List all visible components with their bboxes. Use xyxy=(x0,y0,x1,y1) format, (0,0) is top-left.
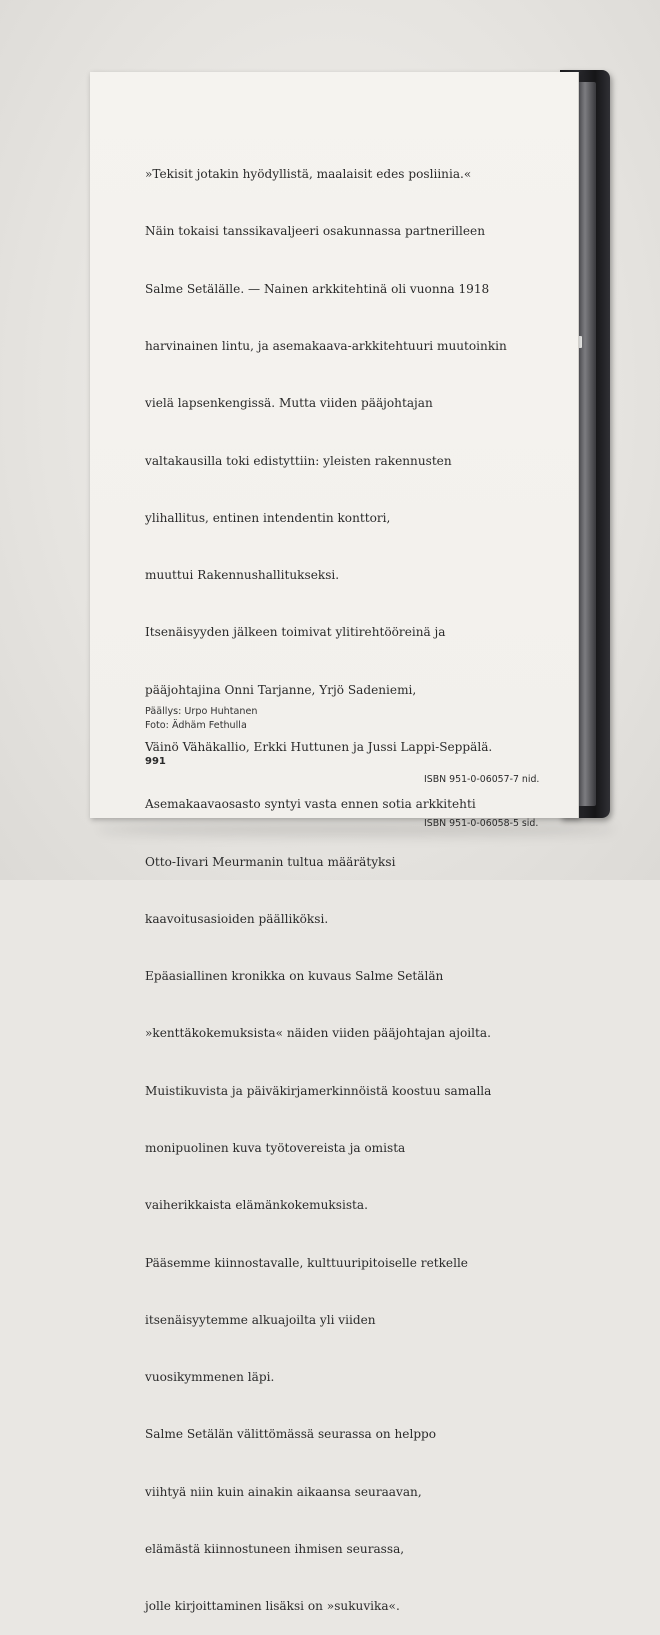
blurb-line: Otto-Iivari Meurmanin tultua määrätyksi xyxy=(145,854,396,869)
blurb-line: muuttui Rakennushallitukseksi. xyxy=(145,568,340,583)
blurb-line: vuosikymmenen läpi. xyxy=(145,1370,275,1385)
blurb-line: monipuolinen kuva työtovereista ja omista xyxy=(145,1140,406,1155)
blurb-line: vaiherikkaista elämänkokemuksista. xyxy=(145,1198,368,1213)
blurb-line: »kenttäkokemuksista« näiden viiden pääjohtajan ajoilta. xyxy=(145,1026,491,1041)
credits xyxy=(145,705,257,733)
isbn-hardcover: ISBN 951-0-06058-5 sid. xyxy=(424,817,539,829)
blurb-line: »Tekisit jotakin hyödyllistä, maalaisit edes posliinia.« xyxy=(145,167,472,182)
blurb-line: vielä lapsenkengissä. Mutta viiden pääjohtajan xyxy=(145,396,433,411)
blurb-line: viihtyä niin kuin ainakin aikaansa seuraavan, xyxy=(145,1484,422,1499)
blurb-line: elämästä kiinnostuneen ihmisen seurassa, xyxy=(145,1541,405,1556)
blurb-line: Väinö Vähäkallio, Erkki Huttunen ja Jussi Lappi-Seppälä. xyxy=(145,740,493,754)
blurb-line: valtakausilla toki edistyttiin: yleisten rakennusten xyxy=(145,453,452,468)
blurb-line: harvinainen lintu, ja asemakaava-arkkitehtuuri muutoinkin xyxy=(145,339,507,354)
isbn-paperback: ISBN 951-0-06057-7 nid. xyxy=(424,774,540,785)
publication-number: 991 xyxy=(145,756,166,767)
blurb-line: Salme Setälälle. — Nainen arkkitehtinä oli vuonna 1918 xyxy=(145,281,490,296)
blurb-line: Epäasiallinen kronikka on kuvaus Salme Setälän xyxy=(145,969,444,984)
blurb-line: itsenäisyytemme alkuajoilta yli viiden xyxy=(145,1312,376,1327)
blurb-line: Pääsemme kiinnostavalle, kulttuuripitoiselle retkelle xyxy=(145,1255,468,1270)
blurb-line: Salme Setälän välittömässä seurassa on helppo xyxy=(145,1427,437,1442)
blurb-line: pääjohtajina Onni Tarjanne, Yrjö Sadeniemi, xyxy=(145,682,417,697)
isbn-block xyxy=(424,744,539,846)
blurb-line: Asemakaavaosasto syntyi vasta ennen sotia arkkitehti xyxy=(145,797,476,812)
cover-design-credit: Päällys: Urpo Huhtanen xyxy=(145,706,258,717)
blurb-line: Itsenäisyyden jälkeen toimivat ylitirehtööreinä ja xyxy=(145,625,446,640)
cover-blurb xyxy=(145,127,565,1635)
blurb-line: ylihallitus, entinen intendentin konttori, xyxy=(145,510,391,525)
blurb-line: Muistikuvista ja päiväkirjamerkinnöistä koostuu samalla xyxy=(145,1083,492,1098)
photo-credit: Foto: Ädhäm Fethulla xyxy=(145,720,247,731)
blurb-line: jolle kirjoittaminen lisäksi on »sukuvika«. xyxy=(145,1599,400,1614)
blurb-line: Näin tokaisi tanssikavaljeeri osakunnassa partnerilleen xyxy=(145,224,486,239)
blurb-line: kaavoitusasioiden päälliköksi. xyxy=(145,911,329,926)
